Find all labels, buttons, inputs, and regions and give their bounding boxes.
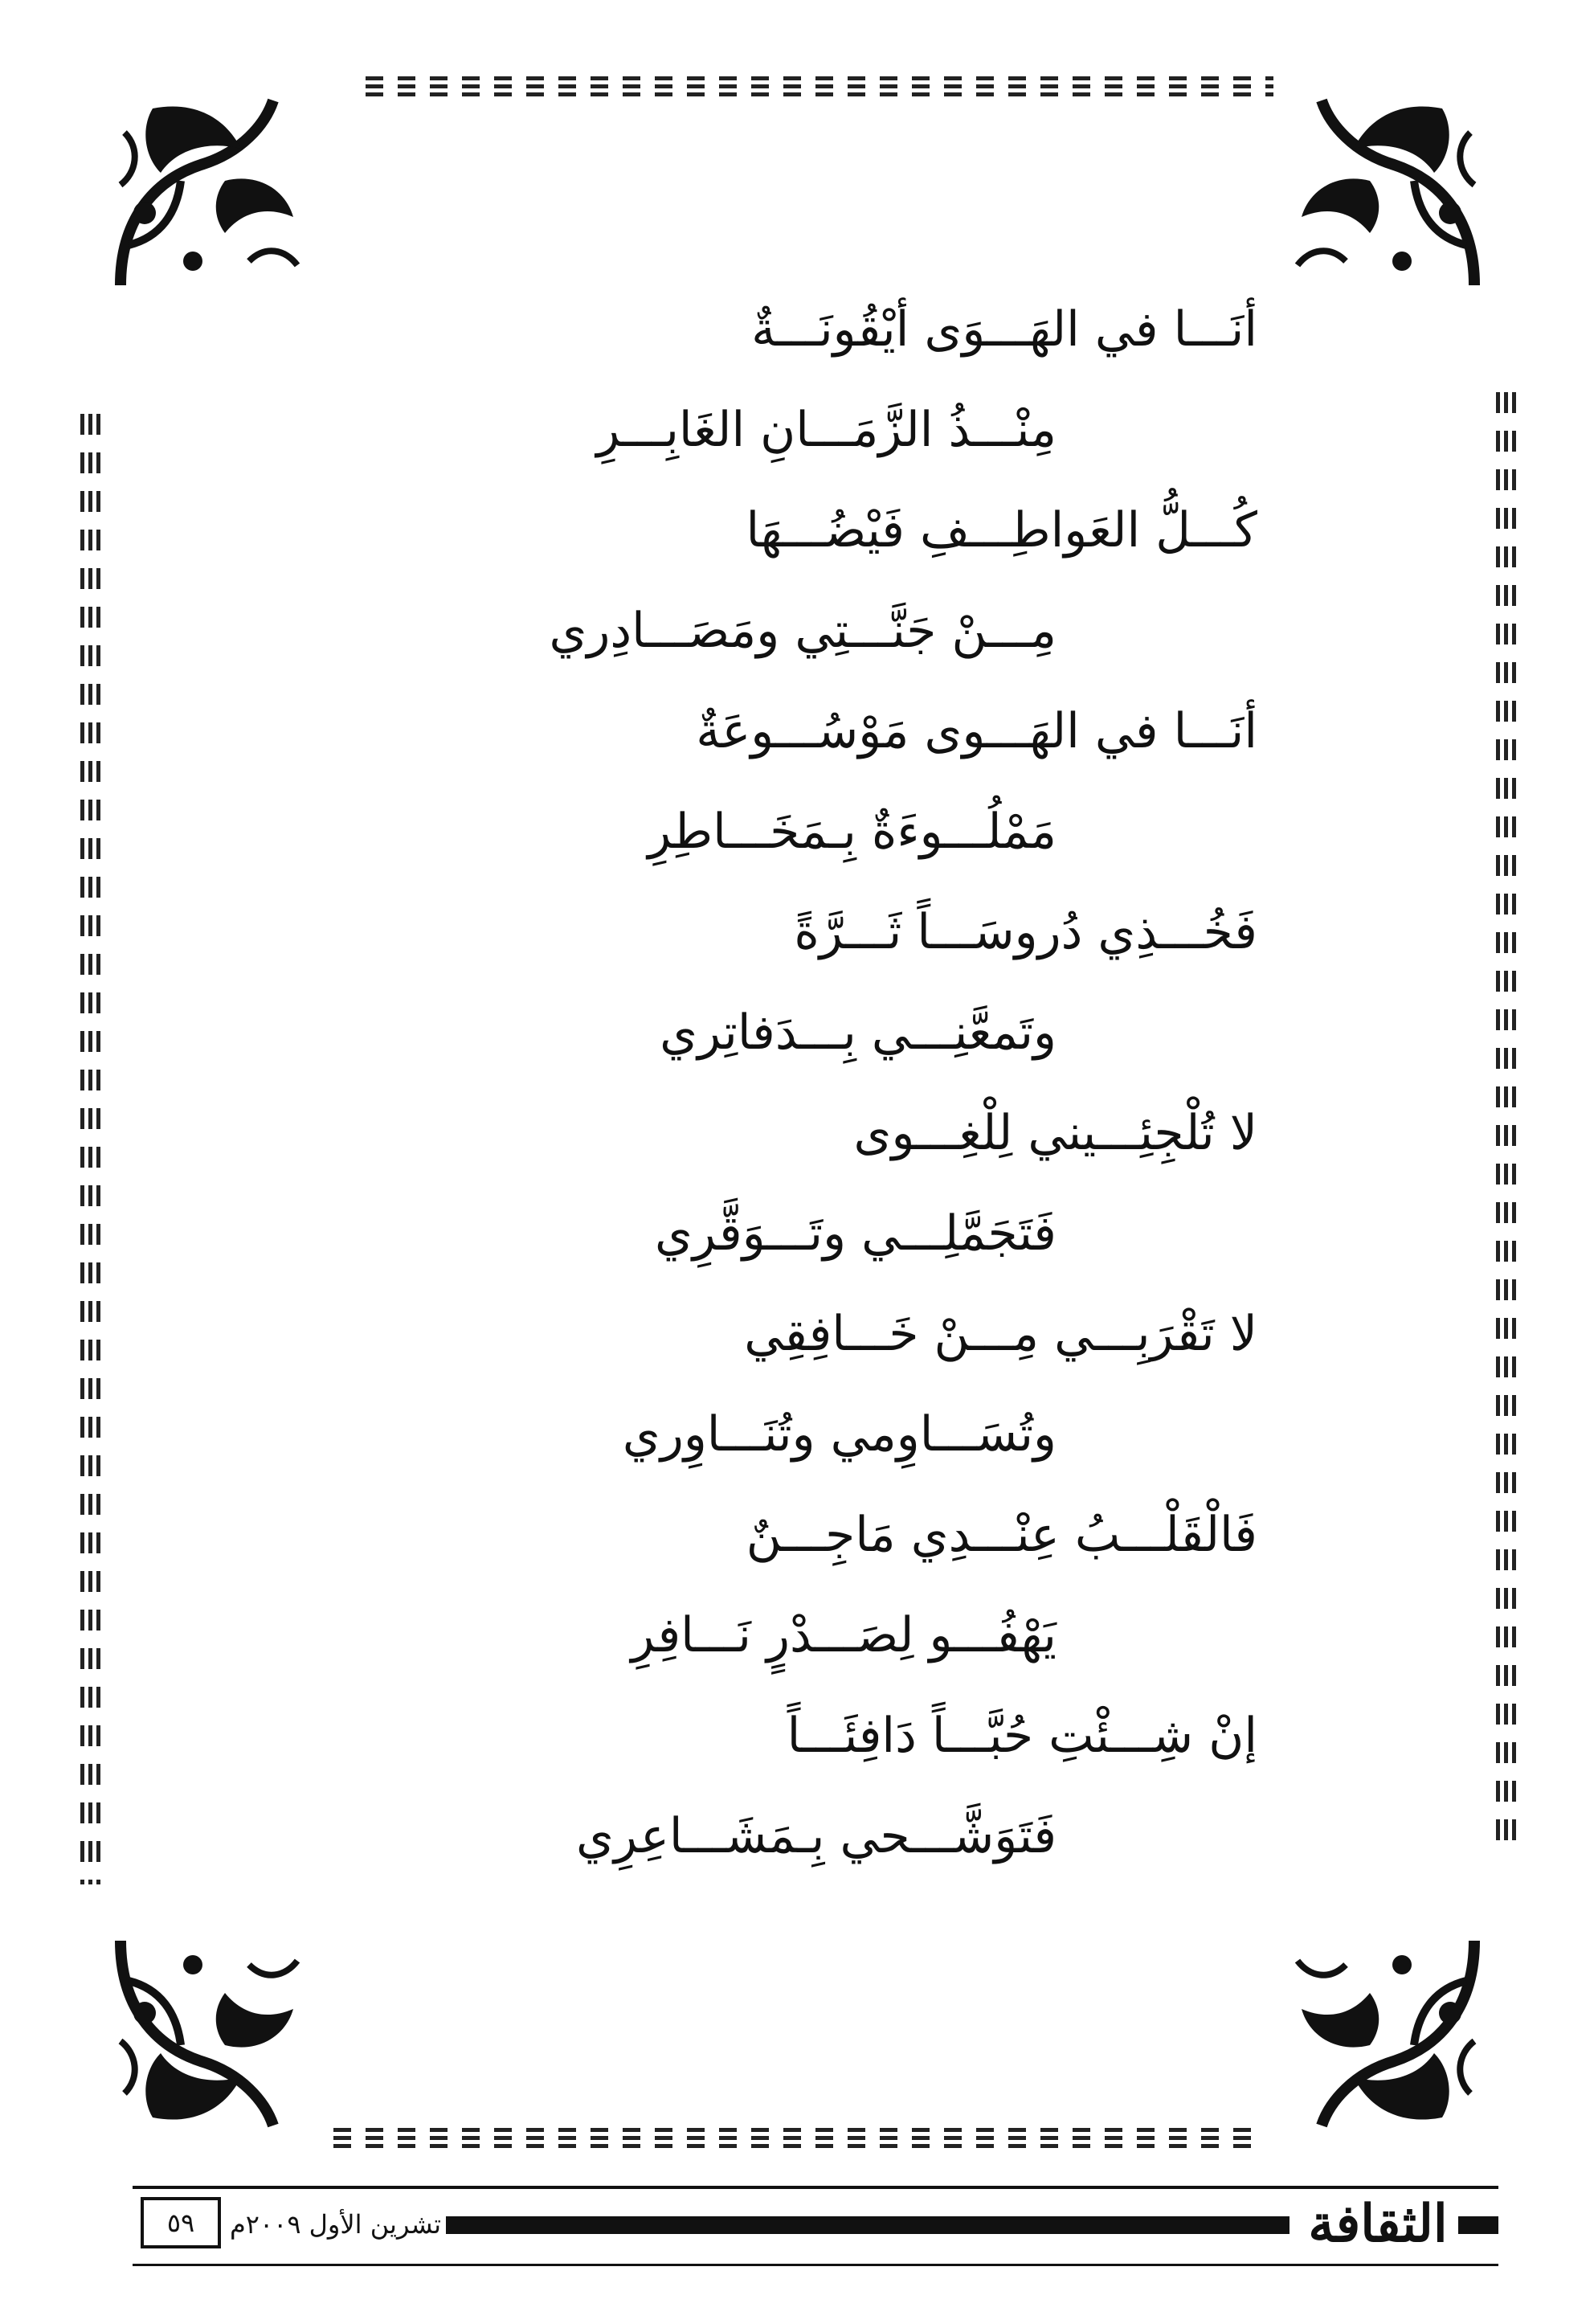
border-dash [1496,1472,1517,1493]
border-dash [526,2128,544,2149]
border-dash [815,76,833,97]
border-dash [1496,508,1517,529]
border-dash [655,2128,672,2149]
border-dash [430,2128,448,2149]
border-dash [558,2128,576,2149]
border-dash [80,1070,101,1090]
border-dash [80,1841,101,1862]
border-dash [1105,2128,1122,2149]
border-dash [1169,76,1187,97]
border-dash [1265,76,1273,97]
border-dash [80,452,101,473]
footer-rule-bottom [133,2264,1498,2266]
border-dash [1496,1588,1517,1609]
issue-date: تشرين الأول ٢٠٠٩م [229,2209,442,2240]
border-dash [80,1687,101,1708]
border-dash [1496,546,1517,567]
border-dash [848,2128,865,2149]
border-dash [80,1340,101,1360]
border-dash [1105,76,1122,97]
border-dash [80,877,101,898]
poem-verse: فَتَوَشَّـــحي بِـمَشَـــاعِرِي [576,1808,1057,1864]
border-dash [1496,932,1517,953]
border-dash [1233,76,1251,97]
border-dash [366,2128,383,2149]
corner-ornament-top-right [1290,84,1490,301]
page-footer [133,2186,1498,2266]
border-dash [623,76,640,97]
border-dash [80,1224,101,1245]
border-dash [591,2128,608,2149]
poem-verse: مَمْلُـــوءَةٌ بِـمَخَـــاطِرِ [648,804,1057,860]
bottom-dashed-border [333,2128,1265,2149]
border-dash [1496,778,1517,799]
border-dash [398,2128,415,2149]
border-dash [80,1185,101,1206]
border-dash [80,568,101,589]
border-dash [1201,2128,1219,2149]
border-dash [80,761,101,782]
border-dash [912,2128,930,2149]
corner-ornament-bottom-left [104,1925,305,2142]
border-dash [80,1802,101,1823]
border-dash [1496,1626,1517,1647]
poem-verse: أنَـــا في الهَـــوَى أيْقُونَـــةٌ [751,301,1257,358]
border-dash [976,2128,994,2149]
poem-verse: وتُسَـــاوِمي وتُنَـــاوِري [622,1406,1057,1463]
border-dash [80,645,101,666]
border-dash [1008,2128,1026,2149]
top-dashed-border [366,76,1273,97]
border-dash [80,1494,101,1515]
page-number: ٥٩ [141,2197,221,2248]
border-dash [1040,2128,1058,2149]
border-dash [623,2128,640,2149]
border-dash [1137,76,1155,97]
border-dash [80,992,101,1013]
border-dash [1496,1819,1517,1840]
border-dash [80,491,101,512]
border-dash [80,414,101,435]
border-dash [1496,469,1517,490]
border-dash [80,915,101,936]
border-dash [1496,1009,1517,1030]
corner-ornament-top-left [104,84,305,301]
poem-verse: يَهْفُـــو لِصَـــدْرٍ نَـــافِرِ [631,1607,1057,1663]
border-dash [80,722,101,743]
border-dash [719,76,737,97]
poem-verse: أنَـــا في الهَـــوى مَوْسُـــوعَةٌ [696,703,1257,759]
border-dash [1496,1356,1517,1377]
border-dash [1073,76,1090,97]
poem-verse: مِـــنْ جَنَّـــتِي ومَصَـــادِري [549,603,1057,659]
border-dash [1496,855,1517,876]
left-dashed-border [80,414,101,1884]
border-dash [751,76,769,97]
border-dash [80,1455,101,1476]
border-dash [1496,894,1517,914]
border-dash [526,76,544,97]
border-dash [880,2128,897,2149]
border-dash [1169,2128,1187,2149]
border-dash [1233,2128,1251,2149]
border-dash [1137,2128,1155,2149]
border-dash [1496,1318,1517,1339]
border-dash [976,76,994,97]
border-dash [80,1147,101,1168]
border-dash [462,2128,480,2149]
poem-verse: وتَمعَّنِـــي بِـــدَفاتِري [660,1004,1057,1061]
border-dash [880,76,897,97]
border-dash [815,2128,833,2149]
border-dash [783,2128,801,2149]
right-dashed-border [1496,392,1517,1847]
border-dash [494,76,512,97]
poem-verse: لا تُلْجِئِـــيني لِلْغِـــوى [853,1105,1257,1161]
border-dash [80,1764,101,1785]
border-dash [1496,624,1517,644]
border-dash [366,76,383,97]
border-dash [80,1880,101,1884]
border-dash [1496,1279,1517,1300]
border-dash [848,76,865,97]
poem-verse: فَخُـــذِي دُروسَـــاً ثَـــرَّةً [794,904,1257,960]
poem-verse: إنْ شِـــئْتِ حُبَّـــاً دَافِئَـــاً [787,1708,1257,1764]
border-dash [80,954,101,975]
corner-ornament-bottom-right [1290,1925,1490,2142]
border-dash [1496,662,1517,683]
border-dash [912,76,930,97]
border-dash [1073,2128,1090,2149]
magazine-name: الثقافة [1308,2194,1448,2254]
border-dash [80,1031,101,1052]
border-dash [1496,1086,1517,1107]
poem-verse: مِنْـــذُ الزَّمَـــانِ الغَابِـــرِ [596,402,1057,458]
border-dash [687,2128,705,2149]
border-dash [80,1532,101,1553]
border-dash [80,800,101,820]
poem-verse: كُـــلُّ العَواطِـــفِ فَيْضُـــهَا [746,502,1257,558]
border-dash [494,2128,512,2149]
border-dash [1496,585,1517,606]
border-dash [1496,1395,1517,1416]
border-dash [1496,431,1517,452]
border-dash [80,1610,101,1630]
border-dash [1496,1125,1517,1146]
border-dash [80,1571,101,1592]
border-dash [655,76,672,97]
border-dash [1496,1434,1517,1455]
border-dash [1201,76,1219,97]
border-dash [462,76,480,97]
border-dash [719,2128,737,2149]
border-dash [80,530,101,550]
border-dash [80,1301,101,1322]
border-dash [1496,816,1517,837]
border-dash [80,1108,101,1129]
border-dash [430,76,448,97]
border-dash [80,607,101,628]
border-dash [1496,1511,1517,1532]
footer-bar-end [1458,2216,1498,2234]
border-dash [1496,392,1517,413]
border-dash [1496,739,1517,760]
border-dash [1040,76,1058,97]
border-dash [80,684,101,705]
border-dash [591,76,608,97]
border-dash [1496,1202,1517,1223]
border-dash [1496,701,1517,722]
border-dash [687,76,705,97]
border-dash [944,76,962,97]
border-dash [1008,76,1026,97]
border-dash [80,1417,101,1438]
border-dash [1496,971,1517,992]
poem-verse: فَتَجَمَّلِـــي وتَـــوَقَّرِي [654,1205,1057,1262]
footer-bar [446,2216,1290,2234]
border-dash [751,2128,769,2149]
border-dash [1496,1704,1517,1725]
border-dash [333,2128,351,2149]
border-dash [558,76,576,97]
footer-rule-top [133,2186,1498,2189]
border-dash [1496,1665,1517,1686]
border-dash [80,1378,101,1399]
border-dash [1496,1241,1517,1262]
border-dash [1496,1549,1517,1570]
border-dash [80,1262,101,1283]
border-dash [1496,1164,1517,1185]
poem-verse: لا تَقْرَبِـــي مِـــنْ خَـــافِقِي [744,1306,1257,1362]
border-dash [1496,1048,1517,1069]
border-dash [944,2128,962,2149]
border-dash [1496,1781,1517,1802]
border-dash [1496,1742,1517,1763]
poem [321,297,1269,1888]
border-dash [80,838,101,859]
border-dash [80,1648,101,1669]
border-dash [398,76,415,97]
border-dash [80,1725,101,1746]
poem-verse: فَالْقَلْـــبُ عِنْـــدِي مَاجِـــنٌ [746,1507,1257,1563]
border-dash [783,76,801,97]
